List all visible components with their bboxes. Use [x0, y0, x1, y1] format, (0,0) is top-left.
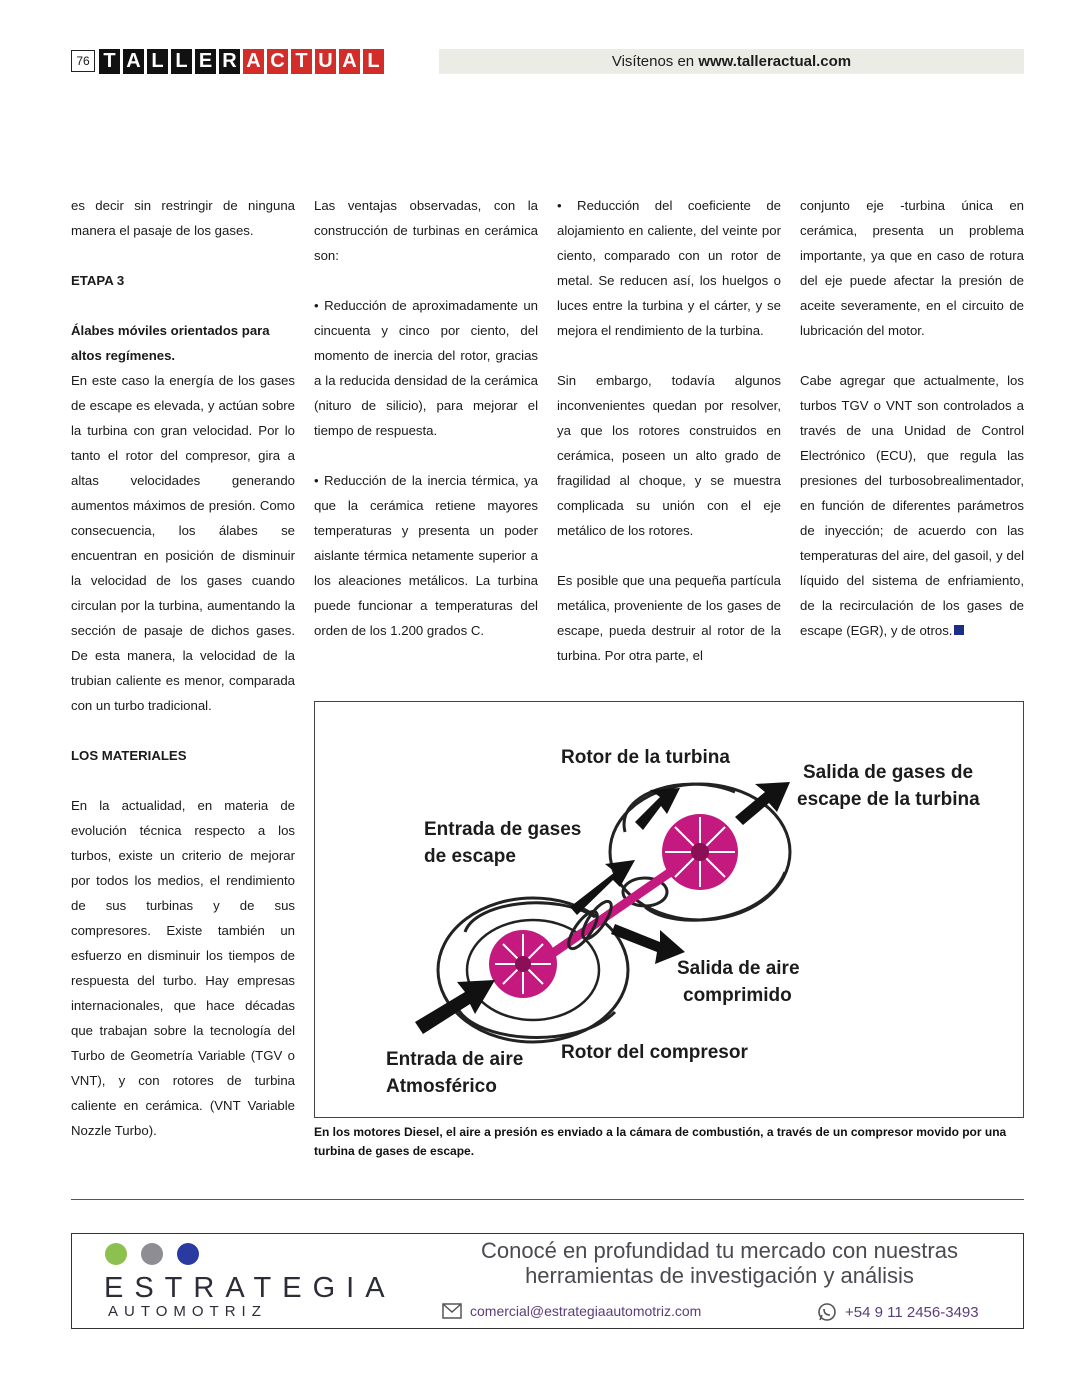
mail-icon: [442, 1303, 462, 1319]
logo-letter: T: [99, 49, 120, 74]
logo-letter: A: [339, 49, 360, 74]
logo-letter: T: [291, 49, 312, 74]
ad-headline-line: herramientas de investigación y análisis: [525, 1263, 914, 1288]
brand-subtitle: AUTOMOTRIZ: [108, 1303, 267, 1320]
page-header: [71, 49, 1024, 74]
section-subheading: Álabes móviles orientados para altos regímenes.: [71, 323, 270, 363]
logo-letter: A: [123, 49, 144, 74]
article-column-3: [557, 193, 781, 668]
paragraph: En la actualidad, en materia de evolución técnica respecto a los turbos, existe un criterio de mejorar por todos los medios, el rendimiento de sus turbinas y de sus compresores. Existe también un esfuerzo en disminuir los tiempos de respuesta del turbo. Hay empresas internacionales, que hace décadas que trabajan sobre la tecnología del Turbo de Geometría Variable (TGV o VNT), y con rotores de turbina caliente en cerámica. (VNT Variable Nozzle Turbo).: [71, 798, 295, 1138]
website-link[interactable]: www.talleractual.com: [698, 53, 852, 70]
visit-text: [439, 49, 1024, 74]
turbine-rotor: [662, 814, 738, 890]
label-rotor-compresor: Rotor del compresor: [561, 1042, 748, 1063]
paragraph-text: Cabe agregar que actualmente, los turbos TGV o VNT son controlados a través de una Unidad de Control Electrónico (ECU), que regula las presiones del turbosobrealimentador, en función de diferentes parámetros de inyección; de acuerdo con las temperaturas del aire, del gasoil, y del líquido del sistema de enfriamiento, de la recirculación de los gases de escape (EGR), y de otros.: [800, 373, 1024, 638]
logo-letter: C: [267, 49, 288, 74]
section-heading: ETAPA 3: [71, 273, 125, 288]
phone-number[interactable]: +54 9 11 2456-3493: [845, 1303, 979, 1321]
paragraph: Sin embargo, todavía algunos inconvenientes quedan por resolver, ya que los rotores construidos en cerámica, poseen un alto grado de fragilidad al choque, y se muestra complicada su unión con el eje metálico de los rotores.: [557, 373, 781, 538]
dot: [177, 1243, 199, 1265]
label-entrada-aire-2: Atmosférico: [386, 1076, 497, 1097]
dot: [105, 1243, 127, 1265]
logo-letter: R: [219, 49, 240, 74]
logo-letter: L: [147, 49, 168, 74]
paragraph: En este caso la energía de los gases de escape es elevada, y actúan sobre la turbina con gran velocidad. Por lo tanto el rotor del compresor, gira a altas velocidades generando aumentos máximos de presión. Como consecuencia, los álabes se encuentran en posición de disminuir la velocidad de los gases cuando circulan por la turbina, aumentando la sección de pasaje de dichos gases. De esta manera, la velocidad de la trubian caliente es menor, comparada con un turbo tradicional.: [71, 373, 295, 713]
turbo-diagram: [314, 701, 1024, 1118]
advertisement[interactable]: [71, 1233, 1024, 1329]
paragraph: conjunto eje -turbina única en cerámica, presenta un problema importante, ya que en caso de rotura del eje puede afectar la presión de aceite severamente, en el circuito de lubricación del motor.: [800, 198, 1024, 338]
label-rotor-turbina: Rotor de la turbina: [561, 747, 730, 768]
section-heading: LOS MATERIALES: [71, 748, 187, 763]
end-of-article-icon: [954, 625, 964, 635]
turbine-arrow-2: [635, 788, 680, 830]
divider: [71, 1199, 1024, 1200]
label-entrada-aire-1: Entrada de aire: [386, 1049, 524, 1070]
compressor-rotor: [489, 930, 557, 998]
magazine-logo: [99, 49, 384, 74]
logo-letter: L: [171, 49, 192, 74]
logo-letter: L: [363, 49, 384, 74]
header-banner: [439, 49, 1024, 74]
label-salida-aire-2: comprimido: [683, 985, 792, 1006]
bullet-paragraph: • Reducción de aproximadamente un cincuenta y cinco por ciento, del momento de inercia del rotor, gracias a la reducida densidad de la cerámica (nituro de silicio), para mejorar el tiempo de respuesta.: [314, 298, 538, 438]
article-column-1: [71, 193, 295, 1143]
brand-dots-icon: [105, 1243, 199, 1265]
label-entrada-gases-1: Entrada de gases: [424, 819, 582, 840]
turbine-out-arrow: [735, 782, 790, 825]
visit-label: Visítenos en: [611, 53, 695, 70]
paragraph: [800, 368, 1024, 643]
label-salida-gases-1: Salida de gases de: [803, 762, 974, 783]
article-column-2: [314, 193, 538, 643]
article-column-4: [800, 193, 1024, 643]
logo-letter: E: [195, 49, 216, 74]
email-address[interactable]: comercial@estrategiaautomotriz.com: [470, 1303, 702, 1319]
ad-email[interactable]: [442, 1303, 701, 1319]
paragraph: Las ventajas observadas, con la construcción de turbinas en cerámica son:: [314, 198, 538, 263]
brand-name: ESTRATEGIA: [104, 1272, 396, 1304]
dot: [141, 1243, 163, 1265]
label-salida-gases-2: escape de la turbina: [797, 789, 980, 810]
label-entrada-gases-2: de escape: [424, 846, 516, 867]
logo-letter: U: [315, 49, 336, 74]
ad-headline-line: Conocé en profundidad tu mercado con nuestras: [481, 1238, 958, 1263]
label-salida-aire-1: Salida de aire: [677, 958, 800, 979]
paragraph: Es posible que una pequeña partícula metálica, proveniente de los gases de escape, pueda destruir al rotor de la turbina. Por otra parte, el: [557, 573, 781, 663]
bullet-paragraph: • Reducción del coeficiente de alojamiento en caliente, del veinte por ciento, comparado con un rotor de metal. Se reducen así, los huelgos o luces entre la turbina y el cárter, y se mejora el rendimiento de la turbina.: [557, 198, 781, 338]
air-in-arrow: [415, 980, 495, 1034]
ad-phone[interactable]: [817, 1302, 979, 1322]
bullet-paragraph: • Reducción de la inercia térmica, ya que la cerámica retiene mayores temperaturas y presenta un poder aislante térmica netamente superior a los aleaciones metálicos. La turbina puede funcionar a temperaturas del orden de los 1.200 grados C.: [314, 473, 538, 638]
logo-letter: A: [243, 49, 264, 74]
page-number: 76: [71, 50, 95, 72]
figure-caption: En los motores Diesel, el aire a presión es enviado a la cámara de combustión, a través de un compresor movido por una turbina de gases de escape.: [314, 1125, 1007, 1158]
ad-headline: [442, 1238, 997, 1288]
whatsapp-icon: [817, 1302, 837, 1322]
paragraph: es decir sin restringir de ninguna manera el pasaje de los gases.: [71, 198, 295, 238]
